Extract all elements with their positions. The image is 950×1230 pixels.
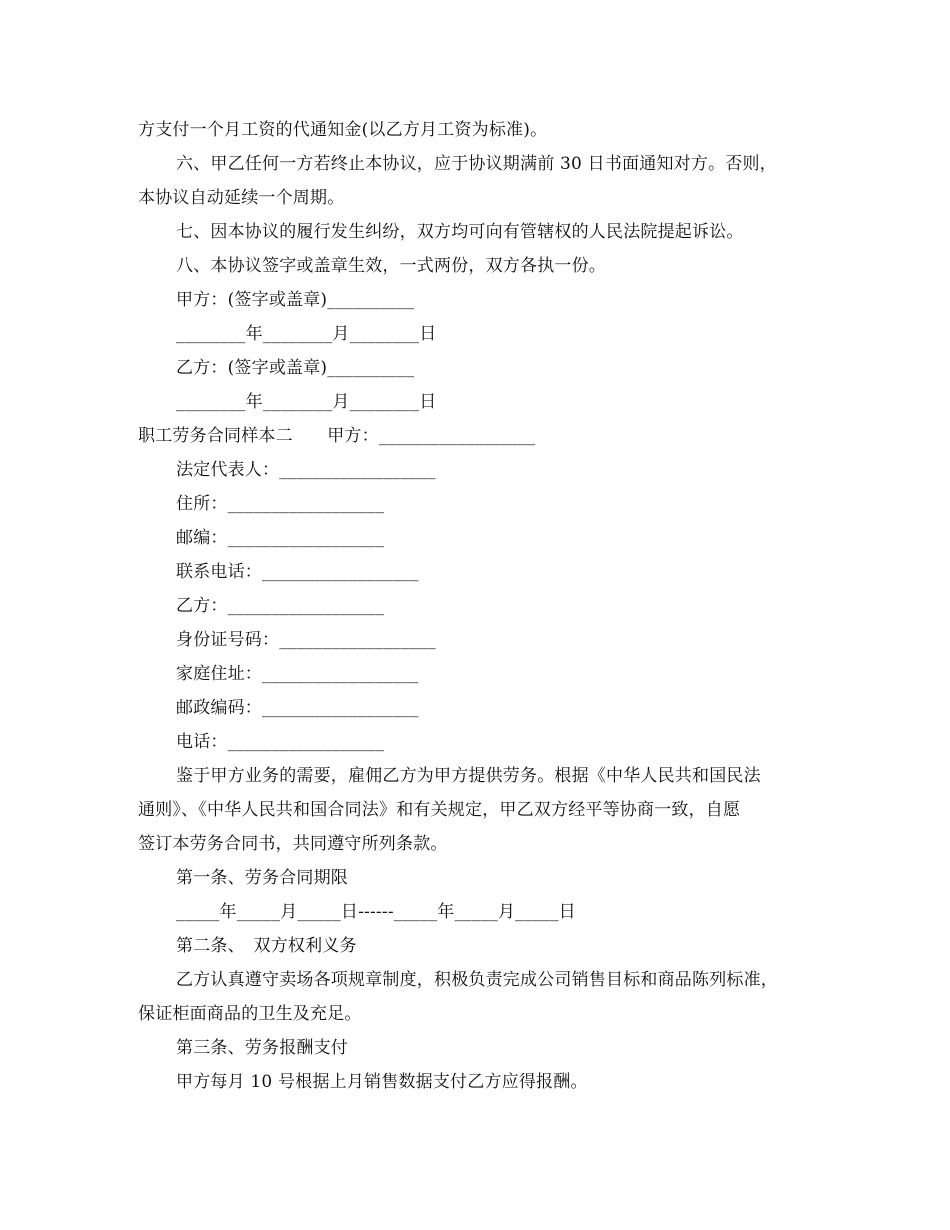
signature-line-party-a: 甲方：(签字或盖章)__________: [176, 290, 415, 310]
paragraph-line: 七、因本协议的履行发生纠纷，双方均可向有管辖权的人民法院提起诉讼。: [176, 222, 744, 242]
paragraph-line: 八、本协议签字或盖章生效，一式两份，双方各执一份。: [176, 256, 606, 276]
date-range-line: _____年_____月_____日------_____年_____月_____日: [176, 902, 576, 922]
form-field-line: 联系电话：__________________: [176, 562, 419, 582]
form-field-line: 邮编：__________________: [176, 528, 385, 548]
form-field-line: 住所：__________________: [176, 494, 385, 514]
form-field-line: 邮政编码：__________________: [176, 698, 419, 718]
paragraph-line: 通则》、《中华人民共和国合同法》和有关规定，甲乙双方经平等协商一致，自愿: [138, 800, 741, 820]
signature-line-party-b: 乙方：(签字或盖章)__________: [176, 358, 415, 378]
paragraph-line: 本协议自动延续一个周期。: [138, 188, 345, 208]
form-field-line: 身份证号码：__________________: [176, 630, 436, 650]
paragraph-line: 甲方每月 10 号根据上月销售数据支付乙方应得报酬。: [176, 1072, 588, 1092]
date-line: ________年________月________日: [176, 324, 437, 344]
paragraph-line: 保证柜面商品的卫生及充足。: [138, 1004, 362, 1024]
date-line: ________年________月________日: [176, 392, 437, 412]
paragraph-line: 鉴于甲方业务的需要，雇佣乙方为甲方提供劳务。根据《中华人民共和国民法: [176, 766, 761, 786]
paragraph-line: 签订本劳务合同书，共同遵守所列条款。: [138, 834, 448, 854]
paragraph-line: 方支付一个月工资的代通知金(以乙方月工资为标准)。: [138, 120, 548, 140]
form-field-line: 电话：__________________: [176, 732, 385, 752]
form-field-line: 家庭住址：__________________: [176, 664, 419, 684]
article-heading: 第二条、 双方权利义务: [176, 936, 357, 956]
section-title-line: 职工劳务合同样本二 甲方：__________________: [138, 426, 536, 446]
paragraph-line: 乙方认真遵守卖场各项规章制度，积极负责完成公司销售目标和商品陈列标准，: [176, 970, 778, 990]
article-heading: 第三条、劳务报酬支付: [176, 1038, 348, 1058]
paragraph-line: 六、甲乙任何一方若终止本协议，应于协议期满前 30 日书面通知对方。否则，: [176, 154, 777, 174]
form-field-line: 乙方：__________________: [176, 596, 385, 616]
article-heading: 第一条、劳务合同期限: [176, 868, 348, 888]
form-field-line: 法定代表人：__________________: [176, 460, 436, 480]
